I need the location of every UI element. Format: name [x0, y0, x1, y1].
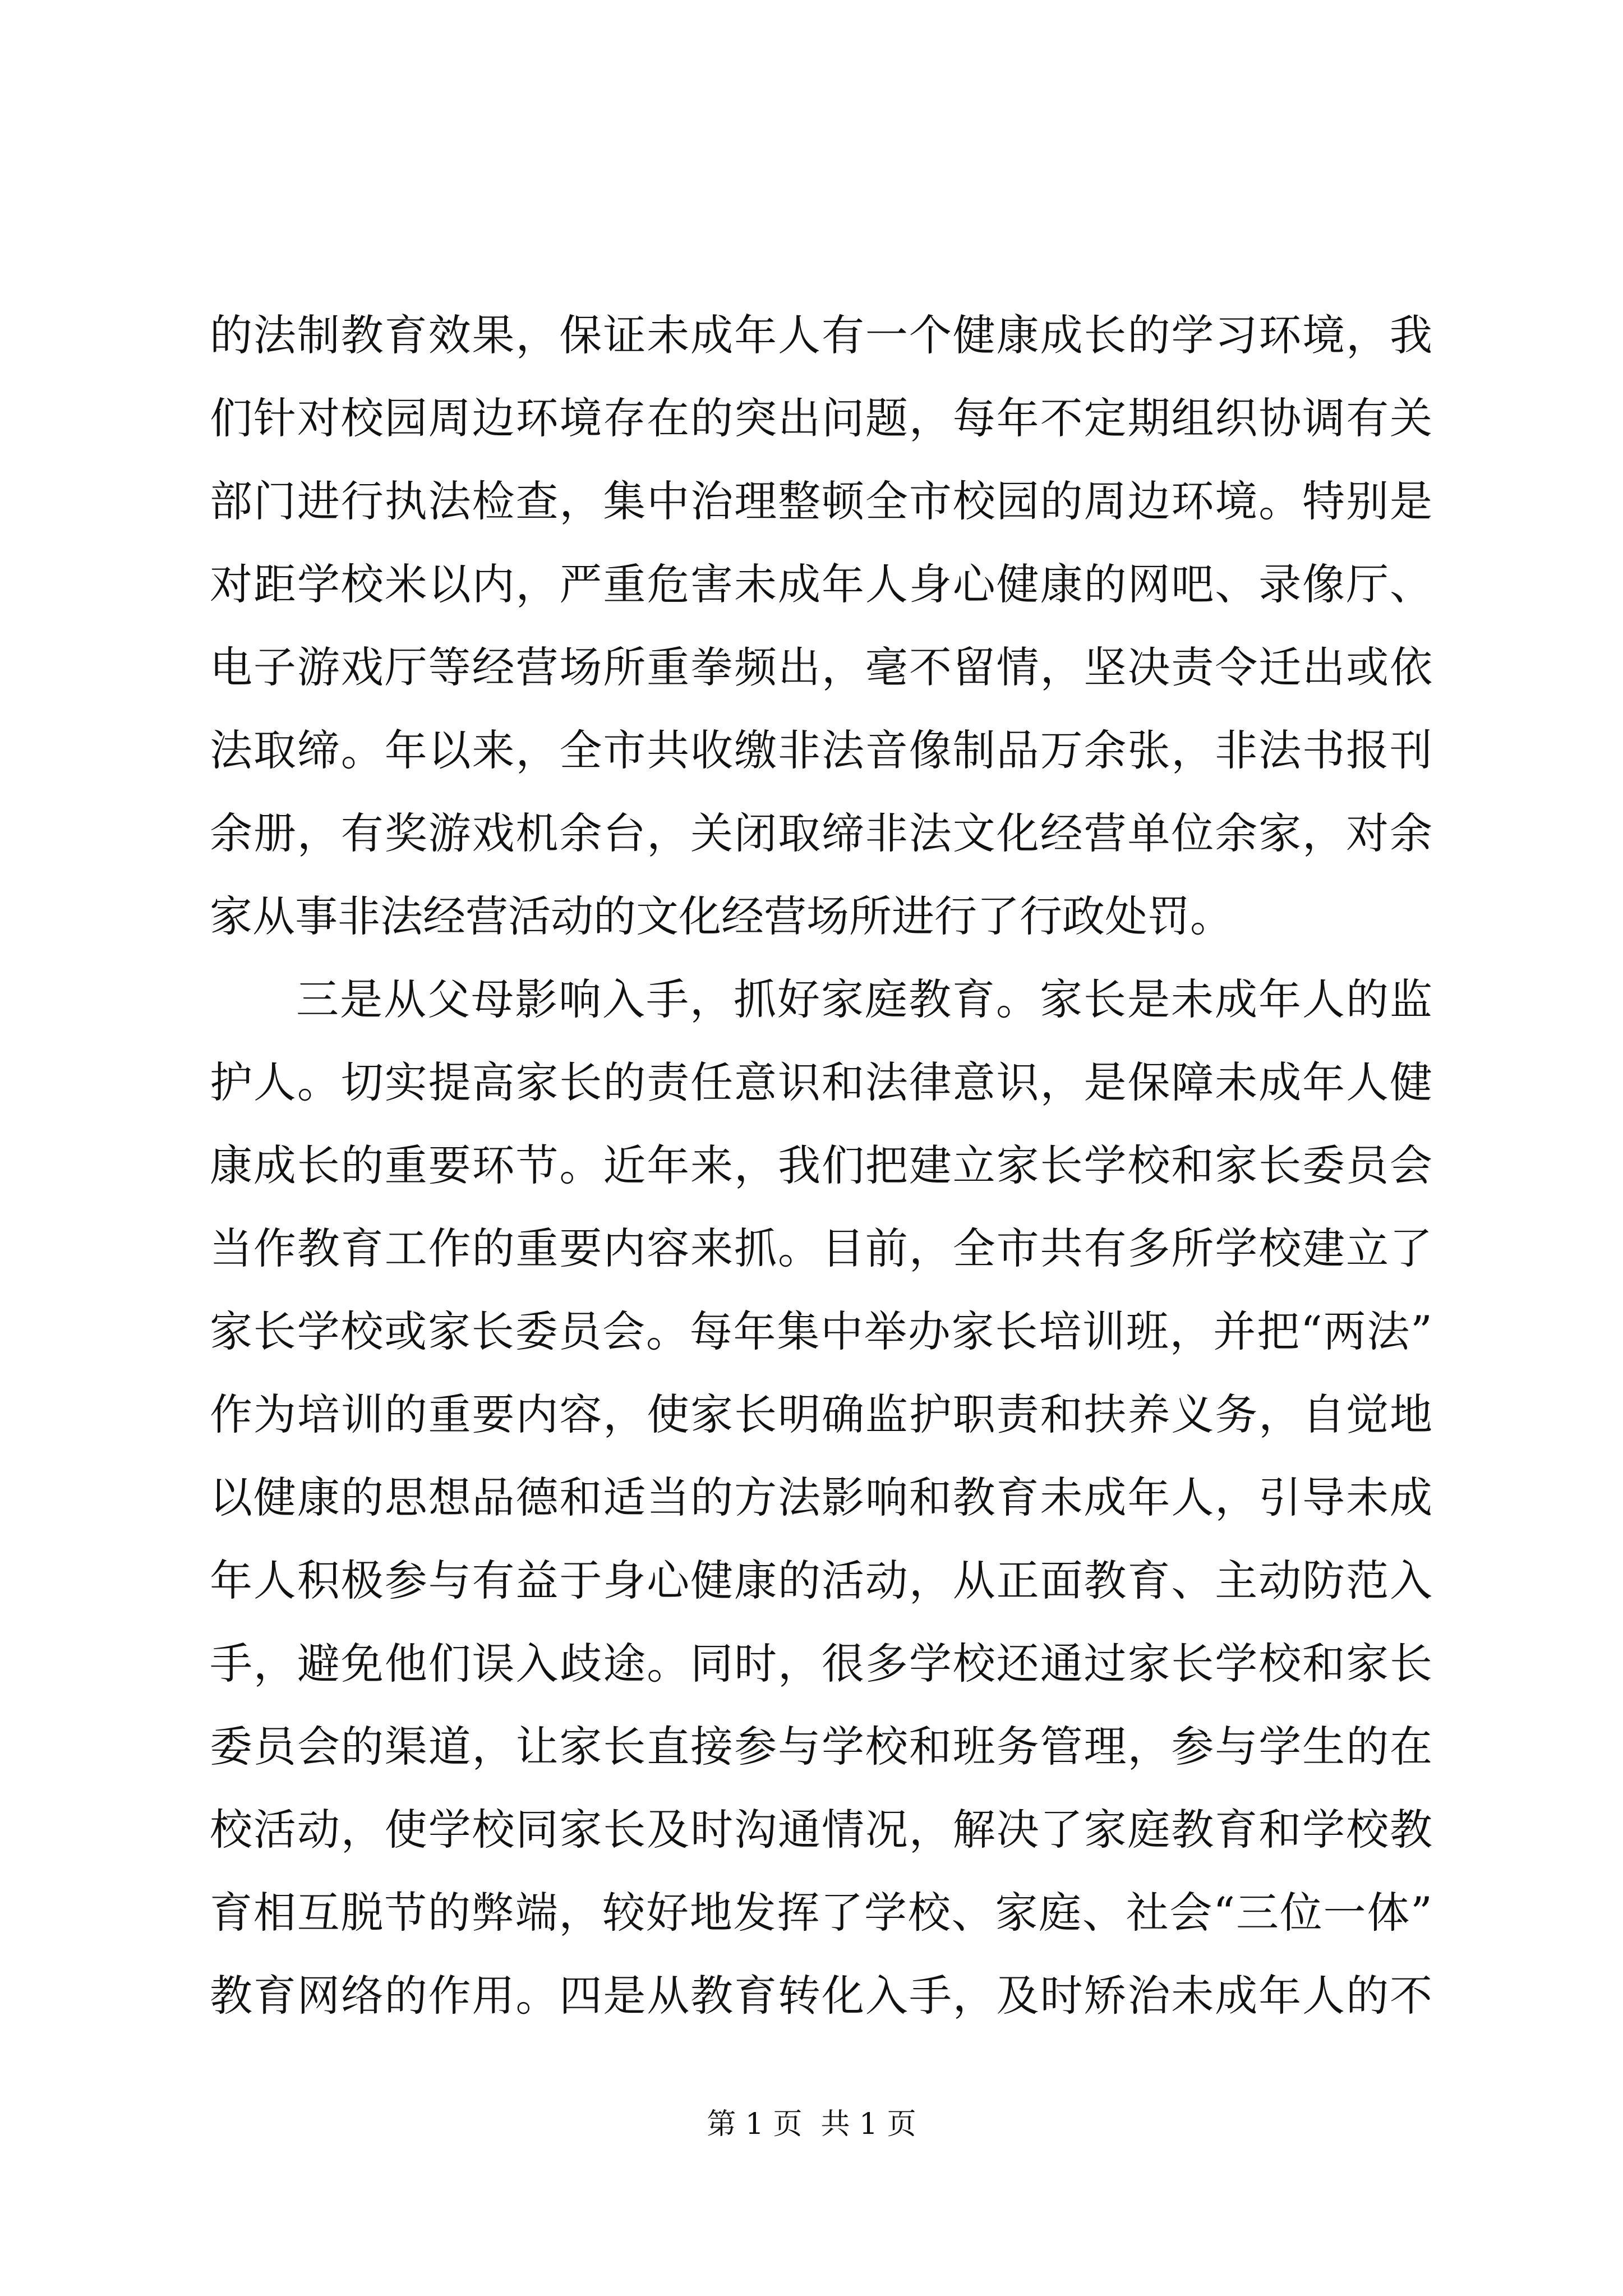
- text-line-17: 手，避免他们误入歧途。同时，很多学校还通过家长学校和家长: [210, 1639, 1432, 1688]
- text-line-10: 护人。切实提高家长的责任意识和法律意识，是保障未成年人健: [210, 1057, 1432, 1107]
- text-line-18: 委员会的渠道，让家长直接参与学校和班务管理，参与学生的在: [210, 1722, 1432, 1772]
- text-line-6: 法取缔。年以来，全市共收缴非法音像制品万余张，非法书报刊: [210, 725, 1432, 775]
- text-line-1: 的法制教育效果，保证未成年人有一个健康成长的学习环境，我: [210, 310, 1432, 360]
- body-text: [210, 294, 1432, 2037]
- text-line-14: 作为培训的重要内容，使家长明确监护职责和扶养义务，自觉地: [210, 1389, 1432, 1439]
- text-line-8: 家从事非法经营活动的文化经营场所进行了行政处罚。: [210, 891, 1233, 941]
- text-line-9: 三是从父母影响入手，抓好家庭教育。家长是未成年人的监: [296, 974, 1432, 1024]
- page-footer: 第 1 页 共 1 页: [707, 2108, 916, 2141]
- text-line-11: 康成长的重要环节。近年来，我们把建立家长学校和家长委员会: [210, 1140, 1432, 1190]
- text-line-16: 年人积极参与有益于身心健康的活动，从正面教育、主动防范入: [210, 1556, 1432, 1605]
- text-line-2: 们针对校园周边环境存在的突出问题，每年不定期组织协调有关: [210, 393, 1432, 443]
- text-line-15: 以健康的思想品德和适当的方法影响和教育未成年人，引导未成: [210, 1473, 1432, 1522]
- text-line-20: 育相互脱节的弊端，较好地发挥了学校、家庭、社会“三位一体”: [210, 1888, 1432, 1938]
- text-line-4: 对距学校米以内，严重危害未成年人身心健康的网吧、录像厅、: [210, 559, 1432, 609]
- text-line-13: 家长学校或家长委员会。每年集中举办家长培训班，并把“两法”: [210, 1306, 1432, 1356]
- text-line-3: 部门进行执法检查，集中治理整顿全市校园的周边环境。特别是: [210, 476, 1432, 526]
- text-line-7: 余册，有奖游戏机余台，关闭取缔非法文化经营单位余家，对余: [210, 808, 1432, 858]
- text-line-12: 当作教育工作的重要内容来抓。目前，全市共有多所学校建立了: [210, 1223, 1432, 1273]
- text-line-5: 电子游戏厅等经营场所重拳频出，毫不留情，坚决责令迁出或依: [210, 642, 1432, 692]
- text-line-19: 校活动，使学校同家长及时沟通情况，解决了家庭教育和学校教: [210, 1805, 1432, 1855]
- text-line-21: 教育网络的作用。四是从教育转化入手，及时矫治未成年人的不: [210, 1971, 1432, 2021]
